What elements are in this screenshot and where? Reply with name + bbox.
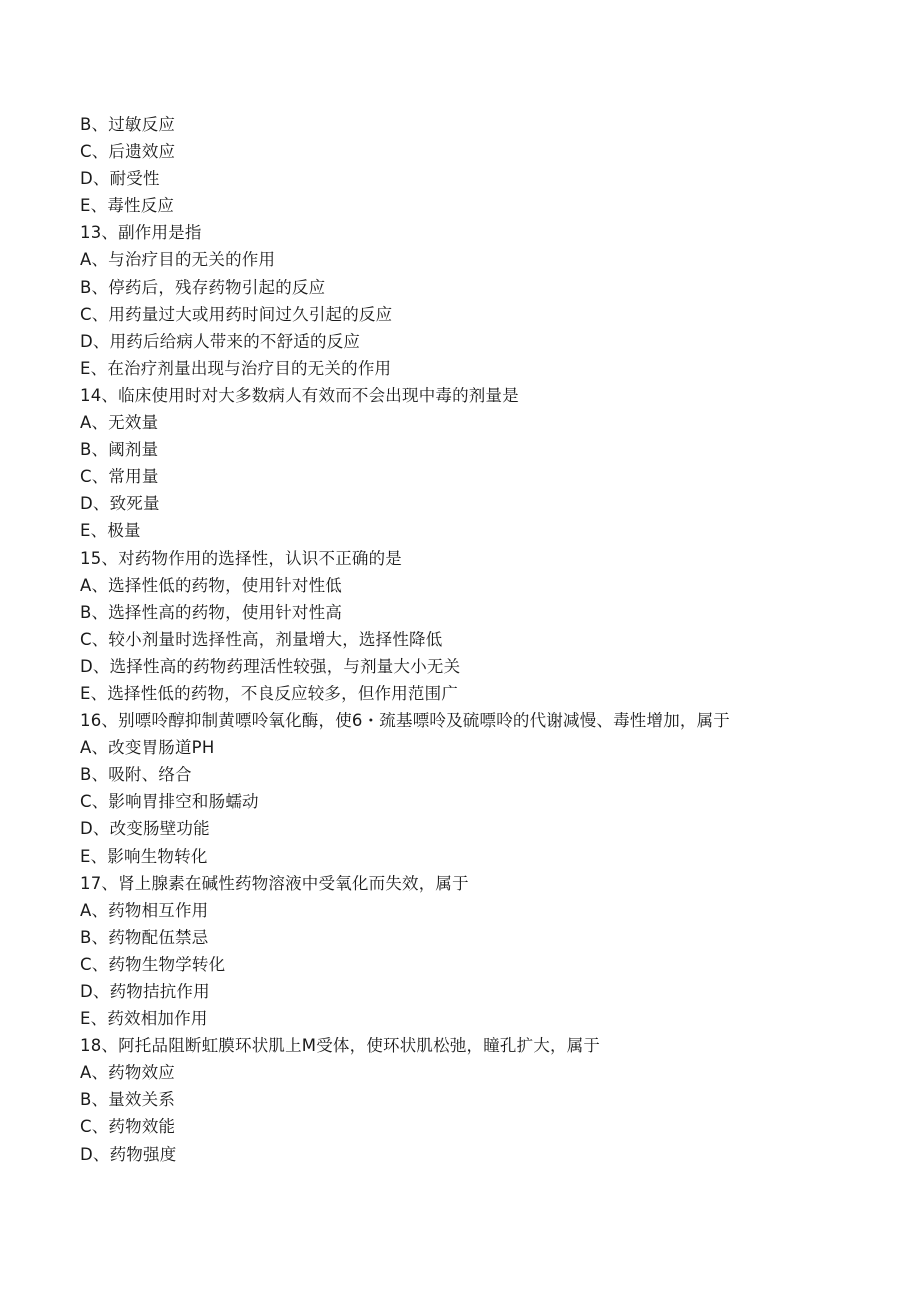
text-line: A、改变胃肠道PH [80,738,215,758]
text-line: A、药物效应 [80,1063,175,1083]
text-line: C、常用量 [80,467,159,487]
text-line: B、过敏反应 [80,115,176,134]
question-17: 17、肾上腺素在碱性药物溶液中受氧化而失效，属于 [80,873,469,893]
text-line: B、阈剂量 [80,440,159,460]
text-line: C、药物生物学转化 [80,954,226,974]
text-line: E、在治疗剂量出现与治疗目的无关的作用 [80,358,392,378]
text-line: D、致死量 [80,494,160,514]
text-line: A、无效量 [80,413,159,433]
text-line: D、药物强度 [80,1144,177,1164]
text-line: E、影响生物转化 [80,846,208,866]
text-line: E、选择性低的药物，不良反应较多，但作用范围广 [80,683,459,703]
text-line: D、用药后给病人带来的不舒适的反应 [80,331,361,351]
text-line: A、与治疗目的无关的作用 [80,250,276,270]
text-line: B、吸附、络合 [80,765,192,785]
document-page [80,111,880,1168]
text-line: A、选择性低的药物，使用针对性低 [80,575,342,595]
question-13: 13、副作用是指 [80,223,202,243]
question-16: 16、别嘌呤醇抑制黄嘌呤氧化酶，使6・巯基嘌呤及硫嘌呤的代谢减慢、毒性增加，属于 [80,711,730,731]
text-line: C、用药量过大或用药时间过久引起的反应 [80,304,393,324]
text-line: E、毒性反应 [80,196,175,216]
text-line: B、选择性高的药物，使用针对性高 [80,602,343,622]
text-line: D、药物拮抗作用 [80,982,210,1001]
text-line: E、药效相加作用 [80,1009,208,1029]
text-line: E、极量 [80,521,141,541]
question-18: 18、阿托品阻断虹膜环状肌上M受体，使环状肌松弛，瞳孔扩大，属于 [80,1036,601,1056]
text-line: D、改变肠壁功能 [80,819,210,839]
text-line: B、量效关系 [80,1090,176,1110]
text-line: B、停药后，残存药物引起的反应 [80,277,326,297]
text-line: D、耐受性 [80,169,160,189]
text-line: C、药物效能 [80,1117,176,1137]
text-line: D、选择性高的药物药理活性较强，与剂量大小无关 [80,656,461,676]
text-line: C、后遗效应 [80,142,176,162]
text-line: C、较小剂量时选择性高，剂量增大，选择性降低 [80,629,443,649]
question-15: 15、对药物作用的选择性，认识不正确的是 [80,548,402,568]
text-line: B、药物配伍禁忌 [80,927,209,947]
text-line: C、影响胃排空和肠蠕动 [80,792,259,812]
question-14: 14、临床使用时对大多数病人有效而不会出现中毒的剂量是 [80,385,519,405]
text-line: A、药物相互作用 [80,900,209,920]
